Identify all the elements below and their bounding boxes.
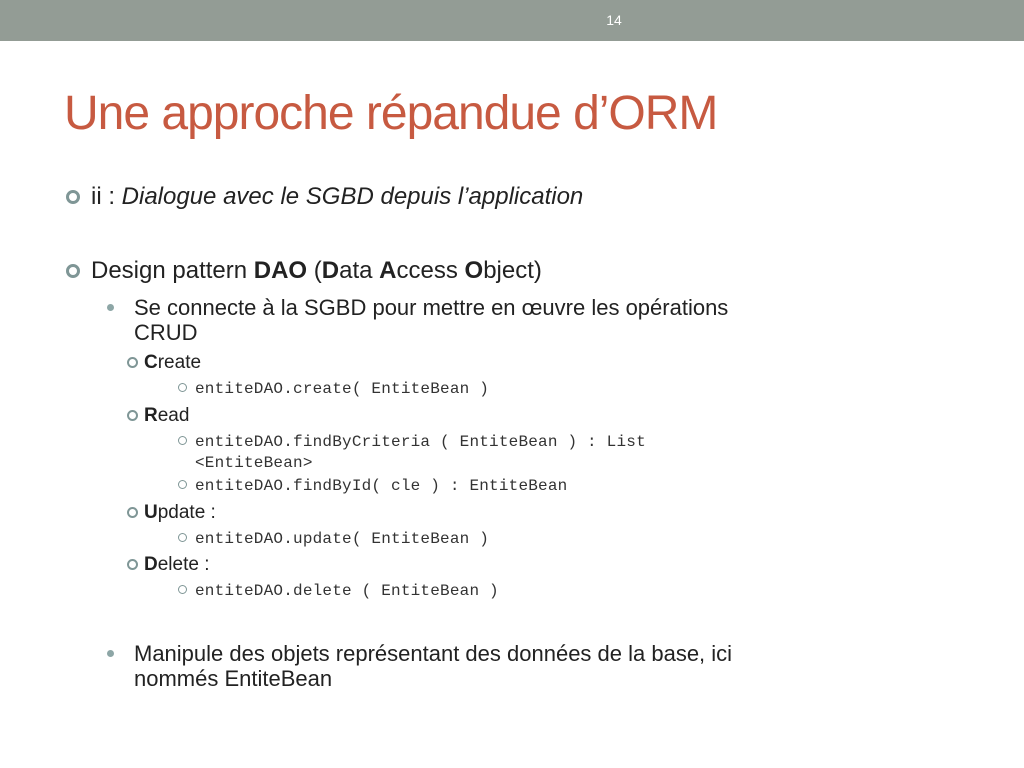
bullet-manipule-line1: Manipule des objets représentant des données de la base, ici	[134, 641, 733, 666]
code-delete: entiteDAO.delete ( EntiteBean )	[195, 582, 499, 600]
letter-d: D	[321, 257, 340, 284]
circle-bullet-icon	[178, 480, 187, 489]
bullet-design-pattern	[91, 257, 542, 285]
text-ead: ead	[157, 405, 190, 426]
circle-bullet-icon	[66, 190, 80, 204]
letter-d-delete: D	[144, 554, 158, 575]
letter-u: U	[144, 502, 158, 523]
code-create: entiteDAO.create( EntiteBean )	[195, 380, 490, 398]
circle-bullet-icon	[178, 533, 187, 542]
text-pdate: pdate :	[157, 502, 216, 523]
bullet-se-connecte-line2: CRUD	[134, 320, 198, 345]
text-elete: elete :	[157, 554, 210, 575]
text-dao: DAO	[253, 257, 308, 284]
text-bject: bject)	[483, 257, 542, 284]
circle-bullet-icon	[66, 264, 80, 278]
circle-bullet-icon	[127, 507, 138, 518]
circle-bullet-icon	[127, 559, 138, 570]
bullet-text: Dialogue avec le SGBD depuis l’application	[121, 183, 584, 210]
code-find-by-criteria-line2: <EntiteBean>	[195, 454, 313, 472]
slide-number: 14	[606, 12, 622, 28]
circle-bullet-icon	[127, 357, 138, 368]
text-design-pattern: Design pattern	[91, 257, 254, 284]
code-find-by-criteria-line1: entiteDAO.findByCriteria ( EntiteBean ) : List	[195, 433, 646, 451]
text-ccess: ccess	[396, 257, 465, 284]
letter-c: C	[144, 352, 158, 373]
circle-bullet-icon	[178, 585, 187, 594]
bullet-prefix: ii :	[91, 183, 122, 210]
letter-a: A	[379, 257, 397, 284]
circle-bullet-icon	[127, 410, 138, 421]
bullet-se-connecte-line1: Se connecte à la SGBD pour mettre en œuvre les opérations	[134, 295, 729, 320]
letter-o: O	[464, 257, 484, 284]
circle-bullet-icon	[178, 383, 187, 392]
text-ata: ata	[339, 257, 380, 284]
dot-bullet-icon	[107, 650, 114, 657]
slide-title: Une approche répandue d’ORM	[64, 87, 718, 140]
bullet-manipule-line2: nommés EntiteBean	[134, 666, 333, 691]
crud-update	[144, 502, 216, 524]
letter-r: R	[144, 405, 158, 426]
bullet-dialogue	[91, 183, 583, 211]
crud-delete	[144, 554, 210, 576]
slide-header-bar	[0, 0, 1024, 41]
dot-bullet-icon	[107, 304, 114, 311]
code-update: entiteDAO.update( EntiteBean )	[195, 530, 490, 548]
crud-read	[144, 405, 189, 427]
code-find-by-id: entiteDAO.findById( cle ) : EntiteBean	[195, 477, 568, 495]
circle-bullet-icon	[178, 436, 187, 445]
text-reate: reate	[157, 352, 202, 373]
crud-create	[144, 352, 201, 374]
text-paren: (	[307, 257, 322, 284]
